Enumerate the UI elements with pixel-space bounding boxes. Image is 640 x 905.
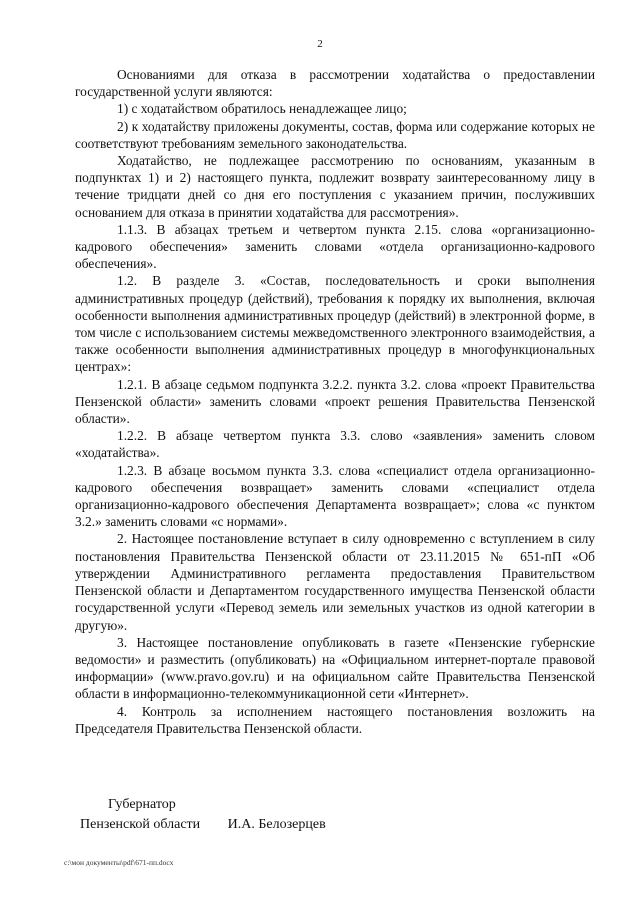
paragraph-return-petition: Ходатайство, не подлежащее рассмотрению по основаниям, указанным в подпунктах 1) и 2) настоящего пункта, подлежит возврату заинтересованному лицу в течение тридцати дней со дня его поступления с указанием причин, послуживших основанием для отказа в принятии ходатайства для рассмотрения». bbox=[75, 153, 595, 220]
footer-file-path: c:\мои документы\pdf\671-пп.docx bbox=[64, 858, 174, 867]
signature-name: И.А. Белозерцев bbox=[227, 817, 326, 832]
signature-block bbox=[80, 795, 326, 835]
signature-position-region-row bbox=[80, 815, 326, 835]
paragraph-2-effective: 2. Настоящее постановление вступает в силу одновременно с вступлением в силу постановления Правительства Пензенской области от 23.11.2015 № 651-пП «Об утверждении Административного регламента предоставления Правительством Пензенской области и Департаментом государственного имущества Пензенской области государственной услуги «Перевод земель или земельных участков из одной категории в другую». bbox=[75, 531, 595, 633]
paragraph-item-1: 1) с ходатайством обратилось ненадлежащее лицо; bbox=[117, 101, 407, 117]
signature-position-title: Губернатор bbox=[108, 797, 176, 812]
paragraph-3-publish: 3. Настоящее постановление опубликовать в газете «Пензенские губернские ведомости» и разместить (опубликовать) на «Официальном интернет-портале правовой информации» (www.pravo.gov.ru) и на официальном сайте Правительства Пензенской области в информационно-телекоммуникационной сети «Интернет». bbox=[75, 634, 595, 702]
paragraph-1-2-1: 1.2.1. В абзаце седьмом подпункта 3.2.2. пункта 3.2. слова «проект Правительства Пензенской области» заменить словами «проект решения Правительства Пензенской области». bbox=[75, 376, 595, 427]
paragraph-1-2-2: 1.2.2. В абзаце четвертом пункта 3.3. слово «заявления» заменить словом «ходатайства». bbox=[75, 428, 595, 461]
paragraph-item-2: 2) к ходатайству приложены документы, состав, форма или содержание которых не соответствуют требованиям земельного законодательства. bbox=[75, 118, 595, 151]
paragraph-1-2: 1.2. В разделе 3. «Состав, последовательность и сроки выполнения административных процедур (действий), требования к порядку их выполнения, включая особенности выполнения административных процедур (действий) в электронной форме, в том числе с использованием системы межведомственного электронного взаимодействия, а также особенности выполнения административных процедур в многофункциональных центрах»: bbox=[75, 273, 595, 375]
document-body bbox=[75, 66, 595, 737]
paragraph-1-2-3: 1.2.3. В абзаце восьмом пункта 3.3. слова «специалист отдела организационно-кадрового обеспечения возвращает» заменить словами «специалист отдела организационно-кадрового обеспечения Департамента возвращает»; слова «с пунктом 3.2.» заменить словами «с нормами». bbox=[75, 462, 595, 530]
paragraph-4-control: 4. Контроль за исполнением настоящего постановления возложить на Председателя Правительства Пензенской области. bbox=[75, 703, 595, 736]
signature-position-region: Пензенской области bbox=[80, 817, 201, 832]
paragraph-1-1-3: 1.1.3. В абзацах третьем и четвертом пункта 2.15. слова «организационно-кадрового обеспечения» заменить словами «отдела организационно-кадрового обеспечения». bbox=[75, 221, 595, 272]
paragraph-refusal-grounds: Основаниями для отказа в рассмотрении ходатайства о предоставлении государственной услуги являются: bbox=[75, 67, 595, 100]
page-number: 2 bbox=[317, 38, 323, 50]
